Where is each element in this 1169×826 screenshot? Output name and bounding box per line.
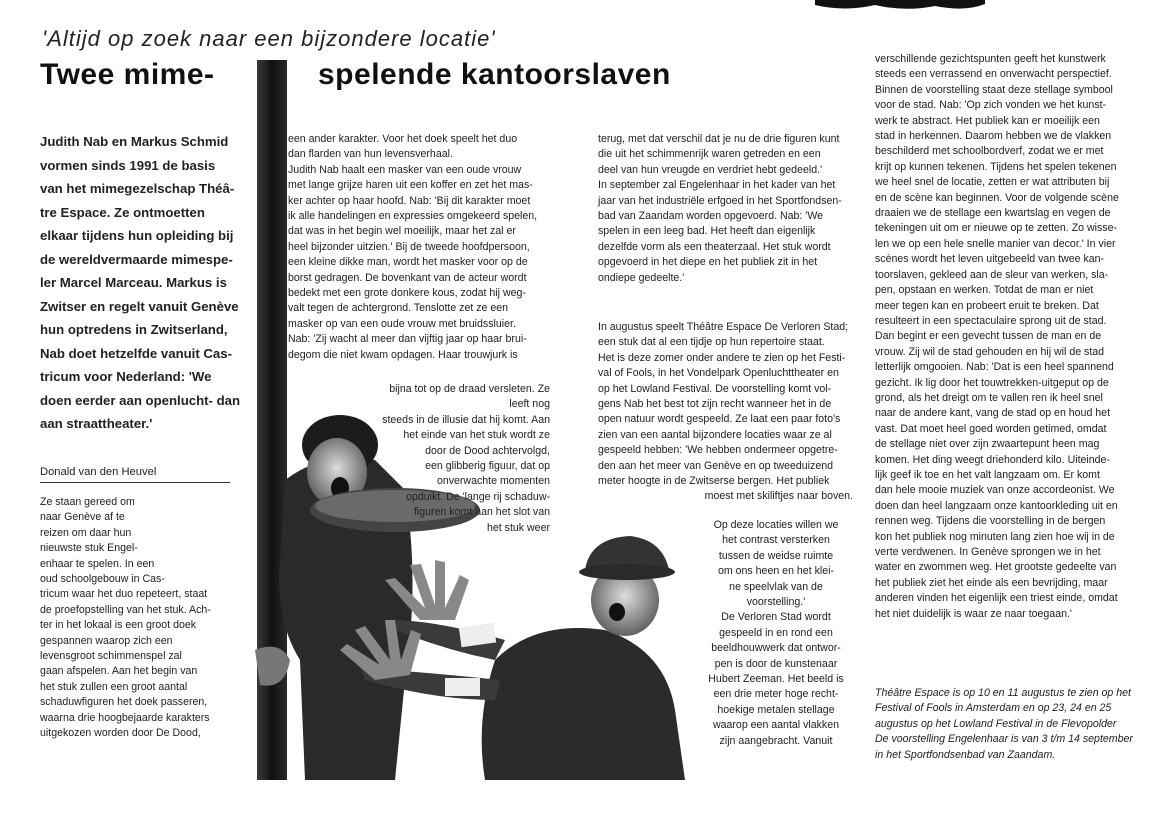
text-line: levensgroot schimmenspel zal xyxy=(40,650,182,663)
text-line: doen dan heel langzaam onze kantoorkleding uit en xyxy=(875,499,1118,512)
text-line: lijk geef ik toe en het valt langzaam om. Er komt xyxy=(875,468,1100,481)
text-line: dezelfde vorm als een theaterzaal. Het stuk wordt xyxy=(598,240,831,253)
byline: Donald van den Heuvel xyxy=(40,466,230,483)
text-line: Dan begint er een gevecht tussen de man en de xyxy=(875,330,1102,343)
note-line: in het Sportfondsenbad van Zaandam. xyxy=(875,748,1056,761)
text-line: ik alle handelingen en expressies omgekeerd spelen, xyxy=(288,210,538,223)
text-line: tussen de weidse ruimte xyxy=(718,549,834,562)
text-line: een ander karakter. Voor het doek speelt het duo xyxy=(288,133,518,145)
text-line: spelen in een leeg bad. Het heeft dan eigenlijk xyxy=(598,225,816,238)
article-kicker: 'Altijd op zoek naar een bijzondere locatie' xyxy=(42,26,496,51)
text-line: beeldhouwwerk dat ontwor- xyxy=(711,642,841,655)
text-line: ne speelvlak van de xyxy=(729,580,823,593)
text-line: waarop een aantal vlakken xyxy=(712,719,840,732)
text-line: bedekt met een grote donkere kous, zodat hij weg- xyxy=(288,287,526,300)
intro-line: ler Marcel Marceau. Markus is xyxy=(40,275,227,290)
headline-right: spelende kantoorslaven xyxy=(318,58,671,91)
text-line: rennen weg. Tijdens die voorstelling in de bergen xyxy=(875,515,1106,528)
text-line: borst gedragen. De bovenkant van de acteur wordt xyxy=(288,271,527,284)
text-line: het stuk zullen een groot aantal xyxy=(40,680,188,693)
text-line: het einde van het stuk wordt ze xyxy=(403,429,550,442)
text-line: schaduwfiguren het doek passeren, xyxy=(40,696,208,709)
text-line: meer tegen kan en probeert eruit te breken. Dat xyxy=(875,299,1099,312)
text-line: Binnen de voorstelling staat deze stellage symbool xyxy=(875,83,1113,96)
text-line: vast. Dat moet heel goed worden getimed, omdat xyxy=(875,422,1107,435)
note-line: Théâtre Espace is op 10 en 11 augustus te zien op het xyxy=(875,687,1131,699)
event-note xyxy=(875,686,1143,763)
text-line: en de scène kan beginnen. Voor de volgende scène xyxy=(875,191,1119,204)
text-line: voor de stad. Nab: 'Op zich vonden we het kunst- xyxy=(875,99,1107,112)
headline-left: Twee mime- xyxy=(40,58,215,91)
intro-paragraph xyxy=(40,130,250,436)
text-line: dat was in het begin wel moeilijk, maar het zal er xyxy=(288,225,516,238)
text-line: voorstelling.' xyxy=(746,596,806,609)
text-line: zien van een aantal bijzondere locaties waar ze al xyxy=(598,428,832,441)
text-line: water en zwommen weg. Het grootste gedeelte van xyxy=(875,561,1117,574)
text-line: we heel snel de locatie, zetten er wat attributen bij xyxy=(875,176,1110,189)
text-line: In september zal Engelenhaar in het kader van het xyxy=(598,179,836,192)
text-line: gens Nab het best tot zijn recht wanneer het in de xyxy=(598,398,832,411)
column-3-middle xyxy=(598,320,853,505)
intro-line: Judith Nab en Markus Schmid xyxy=(40,134,229,149)
text-line: deel van hun vreugde en verdriet hebt gedeeld.' xyxy=(598,163,823,176)
text-line: oud schoolgebouw in Cas- xyxy=(40,573,165,586)
text-line: len we op een hele snelle manier van decor.' In vier xyxy=(875,237,1116,250)
scan-smudge xyxy=(815,0,985,14)
intro-line: Nab doet hetzelfde vanuit Cas- xyxy=(40,345,232,361)
text-line: opgevoerd in het diepe en het publiek zit in het xyxy=(598,256,818,269)
text-line: gaan afspelen. Aan het begin van xyxy=(40,665,198,678)
note-line: Festival of Fools in Amsterdam en op 23, 24 en 25 xyxy=(875,702,1112,715)
text-line: figuren komt aan het slot van xyxy=(413,506,550,519)
text-line: Hubert Zeeman. Het beeld is xyxy=(708,673,844,686)
text-line: Op deze locaties willen we xyxy=(713,519,839,531)
text-line: draaien we de stellage een kwartslag en vegen de xyxy=(875,207,1111,220)
text-line: krijt op kunnen tekenen. Tijdens het spelen tekenen xyxy=(875,160,1117,173)
text-line: tricum waar het duo repeteert, staat xyxy=(40,588,208,601)
text-line: anderen vinden het eigenlijk een triest einde, omdat xyxy=(875,592,1118,605)
text-line: Het is deze zomer onder andere te zien op het Festi- xyxy=(598,351,846,364)
text-line: komen. Het ding weegt driehonderd kilo. Uiteinde- xyxy=(875,453,1110,466)
text-line: een stuk dat al een tijdje op hun repertoire staat. xyxy=(598,336,825,349)
text-line: waarna drie hoogbejaarde karakters xyxy=(40,711,210,724)
text-line: uitgekozen worden door De Dood, xyxy=(40,727,201,740)
text-line: kon het publiek nog minuten lang zien hoe wij in de xyxy=(875,530,1115,543)
text-line: dan hele mooie muziek van onze accordeonist. We xyxy=(875,484,1115,497)
text-line: meter hoogte in de Zwitserse bergen. Het publiek xyxy=(598,475,830,488)
note-line: augustus op het Lowland Festival in de Flevopolder xyxy=(875,717,1117,730)
text-line: een kleine dikke man, wordt het masker voor op de xyxy=(288,256,528,269)
text-line: de stellage niet over zijn zwaartepunt heen mag xyxy=(875,438,1100,451)
text-line: naar de andere kant, vang de stad op en houd het xyxy=(875,407,1111,420)
column-4 xyxy=(875,52,1137,622)
text-line: terug, met dat verschil dat je nu de drie figuren kunt xyxy=(598,133,840,145)
text-line: opduikt. De 'lange rij schaduw- xyxy=(406,490,550,503)
text-line: degom die niet kwam opdagen. Haar trouwjurk is xyxy=(288,348,518,361)
text-line: tekeningen uit om er nieuwe op te zetten. Zo wisse- xyxy=(875,222,1118,235)
text-line: gespeeld in en rond een xyxy=(719,626,833,639)
text-line: ter in het lokaal is een groot doek xyxy=(40,619,197,632)
text-line: grond, als het dreigt om te vallen ren ik heel snel xyxy=(875,391,1103,404)
text-line: enhaar te spelen. In een xyxy=(40,557,155,570)
intro-line: tre Espace. Ze ontmoetten xyxy=(40,204,205,220)
text-line: beschilderd met schoolbordverf, zodat we er met xyxy=(875,145,1104,158)
text-line: gespeeld hebben: 'We hebben ondermeer opgetre- xyxy=(598,444,838,457)
text-line: het contrast versterken xyxy=(722,534,830,547)
text-line: onverwachte momenten xyxy=(436,475,550,488)
text-line: gespannen waarop zich een xyxy=(40,634,173,647)
text-line: Ze staan gereed om xyxy=(40,496,135,508)
text-line: masker op van een oude vrouw met bruidssluier. xyxy=(288,317,516,330)
text-line: In augustus speelt Théâtre Espace De Verloren Stad; xyxy=(598,321,849,333)
text-line: ker achter op haar hoofd. Nab: 'Bij dit karakter moet xyxy=(288,194,531,207)
text-line: stad in herkennen. Daarom hebben we de vlakken xyxy=(875,130,1112,143)
note-line: De voorstelling Engelenhaar is van 3 t/m 14 september xyxy=(875,733,1133,746)
text-line: toorslaven, gekleed aan de sleur van werken, sla- xyxy=(875,268,1109,281)
text-line: open natuur wordt gespeeld. Ze laat een paar foto's xyxy=(598,413,841,426)
intro-line: vormen sinds 1991 de basis xyxy=(40,157,216,173)
text-line: resulteert in een spectaculaire sprong uit de stad. xyxy=(875,314,1107,327)
text-line: die uit het schimmenrijk waren getreden en een xyxy=(598,148,821,161)
intro-line: van het mimegezelschap Théâ- xyxy=(40,181,235,196)
text-line: steeds een verrassend en onverwacht perspectief. xyxy=(875,68,1112,81)
column-3-top xyxy=(598,132,853,286)
intro-line: de wereldvermaarde mimespe- xyxy=(40,251,233,267)
intro-line: Zwitser en regelt vanuit Genève xyxy=(40,298,239,314)
text-line: verschillende gezichtspunten geeft het kunstwerk xyxy=(875,53,1106,65)
text-line: den aan het meer van Genève en op tweeduizend xyxy=(598,459,833,472)
intro-line: doen eerder aan openlucht- dan xyxy=(40,392,241,408)
text-line: pen is door de kunstenaar xyxy=(714,657,838,670)
text-line: met lange grijze haren uit een koffer en zet het mas- xyxy=(288,179,533,192)
text-line: het niet duidelijk is waar ze naar toegaan.' xyxy=(875,607,1072,620)
text-line: Judith Nab haalt een masker van een oude vrouw xyxy=(288,163,522,176)
text-line: zijn aangebracht. Vanuit xyxy=(719,734,833,747)
text-line: op het Lowland Festival. De voorstelling komt vol- xyxy=(598,382,832,395)
text-line: jaar van het industriële erfgoed in het Sportfondsen- xyxy=(598,194,842,207)
intro-line: tricum voor Nederland: 'We xyxy=(40,369,212,384)
text-line: het publiek ziet het einde als een bevrijding, maar xyxy=(875,576,1108,589)
column-2-top xyxy=(288,132,550,363)
intro-line: hun optredens in Zwitserland, xyxy=(40,322,228,337)
text-line: heel bijzonder uitzien.' Bij de tweede hoofdpersoon, xyxy=(288,240,530,253)
text-line: vrouw. Zij wil de stad gehouden en hij wil de stad xyxy=(875,345,1105,358)
column-1 xyxy=(40,495,222,742)
text-line: scènes wordt het leven uitgebeeld van twee kan- xyxy=(875,253,1105,266)
text-line: een drie meter hoge recht- xyxy=(713,688,839,701)
text-line: val of Fools, in het Vondelpark Openluchttheater en xyxy=(598,367,839,380)
column-3-bottom xyxy=(700,518,852,749)
text-line: reizen om daar hun xyxy=(40,526,132,539)
text-line: het stuk weer xyxy=(486,521,550,534)
text-line: nieuwste stuk Engel- xyxy=(40,542,138,555)
text-line: pen, opstaan en werken. Totdat de man er niet xyxy=(875,284,1094,297)
text-line: om ons heen en het klei- xyxy=(717,565,834,578)
text-line: werk te abstract. Het publiek kan er moeilijk een xyxy=(875,114,1100,127)
text-line: hoekige metalen stellage xyxy=(717,703,835,716)
text-line: Nab: 'Zij wacht al meer dan vijftig jaar op haar brui- xyxy=(288,333,527,346)
text-line: valt tegen de achtergrond. Tenslotte zet ze een xyxy=(288,302,509,315)
text-line: bad van Zaandam worden opgevoerd. Nab: 'We xyxy=(598,210,824,223)
text-line: de proefopstelling van het stuk. Ach- xyxy=(40,603,211,616)
intro-line: elkaar tijdens hun opleiding bij xyxy=(40,228,234,243)
column-2-bottom xyxy=(382,382,550,536)
text-line: verte verdwenen. In Genève sprongen we in het xyxy=(875,546,1101,558)
text-line: bijna tot op de draad versleten. Ze leeft nog xyxy=(389,383,550,411)
text-line: steeds in de illusie dat hij komt. Aan xyxy=(382,413,550,426)
text-line: dan flarden van hun levensverhaal. xyxy=(288,148,453,161)
text-line: naar Genève af te xyxy=(40,511,125,524)
text-line: door de Dood achtervolgd, xyxy=(425,444,550,457)
text-line: letterlijk omgooien. Nab: 'Dat is een heel spannend xyxy=(875,361,1114,374)
text-line: ondiepe gedeelte.' xyxy=(598,271,685,284)
text-line: moest met skiliftjes naar boven. xyxy=(704,490,853,503)
text-line: een glibberig figuur, dat op xyxy=(425,460,550,473)
text-line: De Verloren Stad wordt xyxy=(721,611,831,624)
intro-line: aan straattheater.' xyxy=(40,416,153,431)
text-line: gezicht. Ik lig door het touwtrekken-uitgeput op de xyxy=(875,376,1109,389)
